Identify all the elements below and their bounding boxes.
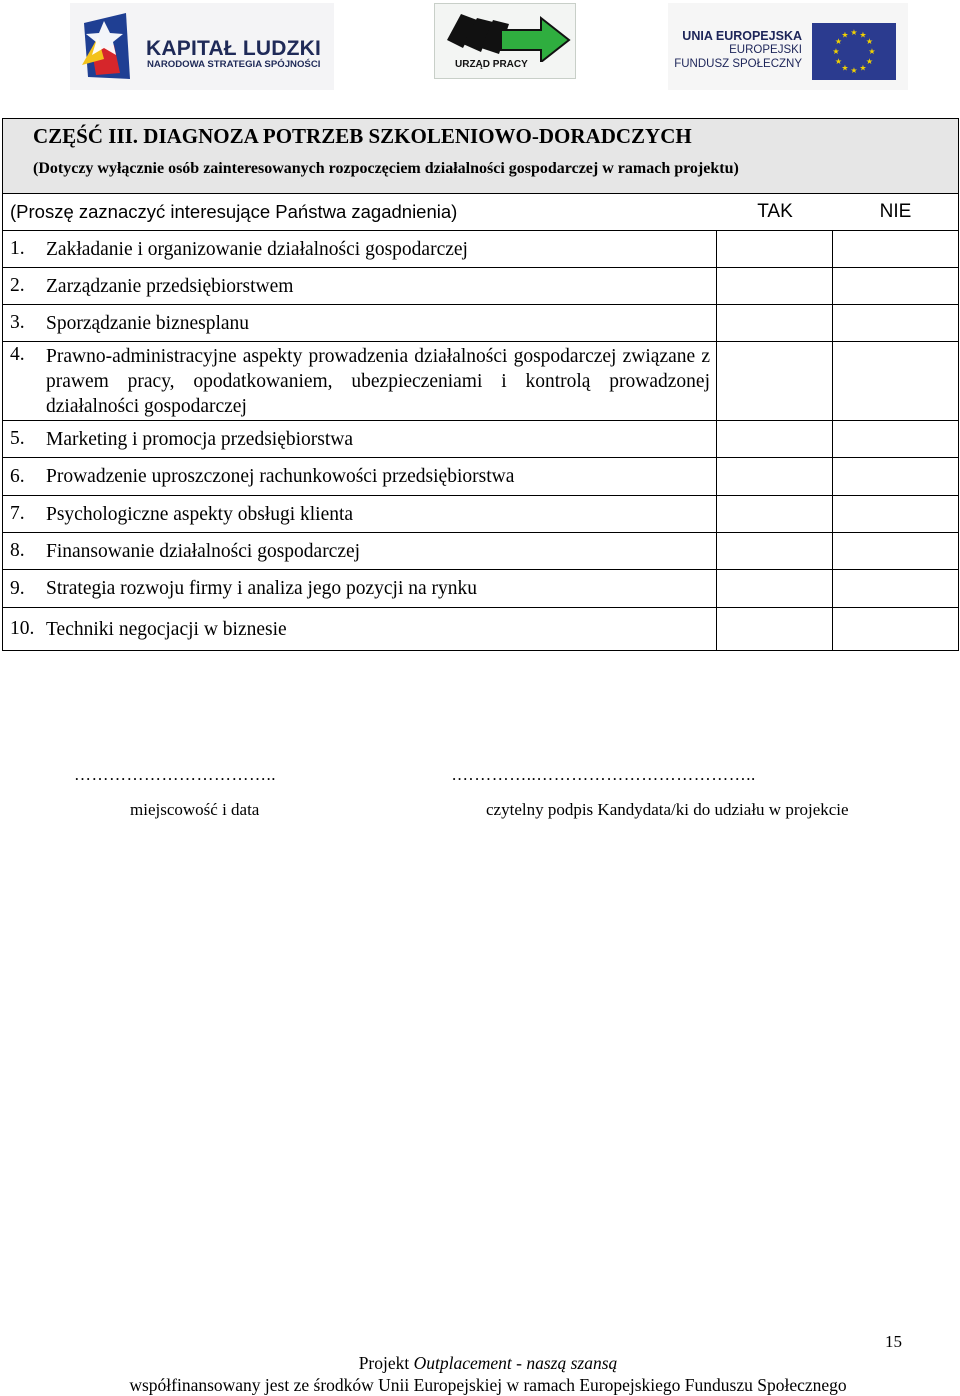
footer-project-line: [0, 1353, 960, 1374]
item-number: 8.: [10, 540, 25, 561]
item-text: Sporządzanie biznesplanu: [46, 312, 250, 334]
item-number: 7.: [10, 503, 25, 524]
svg-text:★: ★: [834, 37, 843, 46]
item-number: 5.: [10, 428, 25, 449]
item-text: Zarządzanie przedsiębiorstwem: [46, 275, 294, 297]
kapital-ludzki-logo: [70, 3, 334, 90]
urzad-pracy-cards-arrow-icon: [437, 6, 573, 62]
checkbox-yes[interactable]: [717, 342, 833, 420]
signature-label: czytelny podpis Kandydata/ki do udziału w projekcie: [486, 800, 849, 819]
checkbox-yes[interactable]: [717, 268, 833, 304]
checkbox-yes[interactable]: [717, 570, 833, 607]
svg-text:★: ★: [841, 30, 849, 40]
checkbox-no[interactable]: [833, 305, 958, 341]
checkbox-no[interactable]: [833, 268, 958, 304]
checkbox-yes[interactable]: [717, 496, 833, 532]
table-row: [3, 533, 958, 570]
page-number: 15: [885, 1332, 902, 1351]
svg-text:★: ★: [834, 57, 843, 66]
ue-line-1: UNIA EUROPEJSKA: [682, 29, 802, 43]
urzad-pracy-logo: [434, 3, 576, 79]
item-text: Psychologiczne aspekty obsługi klienta: [46, 503, 354, 525]
column-header-no: NIE: [879, 201, 912, 222]
checkbox-no[interactable]: [833, 496, 958, 532]
urzad-pracy-text: URZĄD PRACY: [455, 59, 528, 70]
section-title: CZĘŚĆ III. DIAGNOZA POTRZEB SZKOLENIOWO-DORADCZYCH: [33, 124, 692, 148]
item-number: 3.: [10, 312, 25, 333]
checkbox-no[interactable]: [833, 342, 958, 420]
checkbox-no[interactable]: [833, 533, 958, 569]
place-date-label: miejscowość i data: [130, 800, 260, 819]
table-row: [3, 458, 958, 496]
item-text: Prowadzenie uproszczonej rachunkowości przedsiębiorstwa: [46, 466, 515, 487]
item-text: Strategia rozwoju firmy i analiza jego pozycji na rynku: [46, 578, 478, 599]
kapital-ludzki-title: KAPITAŁ LUDZKI: [146, 37, 322, 60]
item-number: 2.: [10, 275, 25, 296]
signature-line[interactable]: .…………..………………………………..: [452, 765, 756, 784]
table-header-row: [3, 194, 958, 231]
item-text: Zakładanie i organizowanie działalności gospodarczej: [46, 238, 468, 260]
ue-line-3: FUNDUSZ SPOŁECZNY: [674, 58, 802, 70]
checkbox-no[interactable]: [833, 421, 958, 457]
section-note: (Dotyczy wyłącznie osób zainteresowanych rozpoczęciem działalności gospodarczej w ramach projektu): [33, 160, 739, 177]
table-row: [3, 342, 958, 421]
item-text: Finansowanie działalności gospodarczej: [46, 540, 361, 562]
instruction-text: (Proszę zaznaczyć interesujące Państwa zagadnienia): [10, 201, 458, 222]
table-row: [3, 305, 958, 342]
logo-header: [0, 0, 960, 95]
unia-europejska-logo: [668, 3, 908, 90]
item-number: 10.: [10, 618, 35, 639]
svg-text:★: ★: [850, 66, 858, 75]
place-date-line[interactable]: ……………………………..: [74, 765, 276, 784]
kapital-ludzki-subtitle: NARODOWA STRATEGIA SPÓJNOŚCI: [147, 59, 321, 70]
item-text: Techniki negocjacji w biznesie: [46, 618, 287, 640]
ue-line-2: EUROPEJSKI: [729, 44, 802, 56]
eu-flag-icon: [812, 23, 896, 80]
checkbox-no[interactable]: [833, 570, 958, 607]
svg-text:★: ★: [865, 37, 874, 46]
table-row: [3, 231, 958, 268]
checkbox-yes[interactable]: [717, 533, 833, 569]
checkbox-no[interactable]: [833, 608, 958, 650]
svg-text:★: ★: [868, 47, 876, 56]
svg-text:★: ★: [859, 30, 867, 40]
item-text: Marketing i promocja przedsiębiorstwa: [46, 428, 354, 450]
section-header: [3, 119, 958, 194]
footer-project-prefix: Projekt: [358, 1353, 414, 1373]
footer-funding-line: współfinansowany jest ze środków Unii Europejskiej w ramach Europejskiego Funduszu Społecznego: [129, 1375, 847, 1395]
svg-text:★: ★: [841, 63, 849, 73]
checkbox-no[interactable]: [833, 458, 958, 495]
table-row: [3, 496, 958, 533]
svg-text:★: ★: [850, 28, 858, 37]
svg-text:★: ★: [865, 57, 874, 66]
checkbox-no[interactable]: [833, 231, 958, 267]
training-needs-form: [2, 118, 959, 651]
table-row: [3, 570, 958, 608]
item-number: 4.: [10, 343, 25, 365]
item-number: 9.: [10, 577, 25, 599]
checkbox-yes[interactable]: [717, 305, 833, 341]
item-number: 1.: [10, 238, 25, 259]
table-row: [3, 421, 958, 458]
checkbox-yes[interactable]: [717, 458, 833, 495]
column-header-yes: TAK: [757, 201, 793, 222]
svg-text:★: ★: [859, 63, 867, 73]
checkbox-yes[interactable]: [717, 608, 833, 650]
table-row: [3, 608, 958, 650]
svg-text:★: ★: [832, 47, 840, 56]
item-text: Prawno-administracyjne aspekty prowadzenia działalności gospodarczej związane z prawem pracy, opodatkowaniem, ubezpieczeniami i kontrolą prowadzonej działalności gospodarczej: [46, 345, 710, 417]
footer-project-name: Outplacement - naszą szansą: [413, 1353, 618, 1373]
checkbox-yes[interactable]: [717, 231, 833, 267]
item-number: 6.: [10, 465, 25, 487]
kapital-ludzki-emblem-icon: [74, 7, 144, 87]
table-row: [3, 268, 958, 305]
checkbox-yes[interactable]: [717, 421, 833, 457]
